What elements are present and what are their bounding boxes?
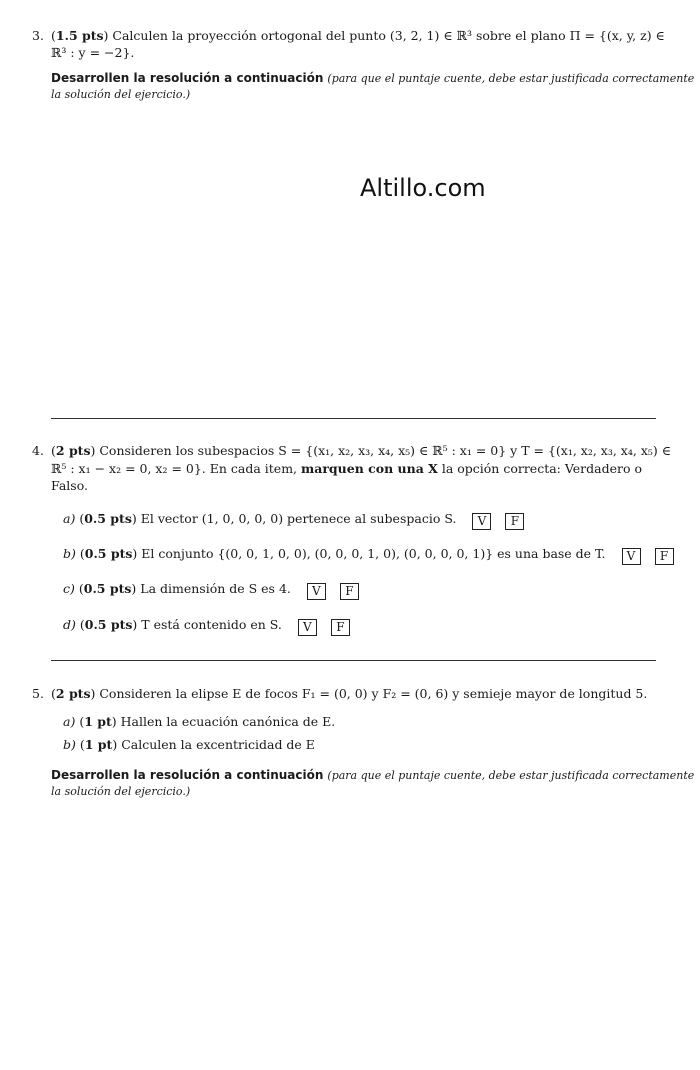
q5-item-b: b) (1 pt) Calculen la excentricidad de E (63, 737, 315, 752)
q3-text-line1: Calculen la proyección ortogonal del punto (3, 2, 1) ∈ ℝ³ sobre el plano Π = {(x, y, z) ∈ (112, 28, 665, 43)
q5-item-a: a) (1 pt) Hallen la ecuación canónica de E. (63, 714, 336, 729)
true-checkbox[interactable]: V (298, 619, 317, 636)
item-points: 0.5 pts (84, 617, 133, 632)
q4-item-b: b) (0.5 pts) El conjunto {(0, 0, 1, 0, 0), (0, 0, 0, 1, 0), (0, 0, 0, 0, 1)} es una base de T. V F (63, 546, 674, 565)
q3-number: 3. (32, 28, 44, 43)
item-points: 1 pt (84, 714, 112, 729)
q5-points: 2 pts (55, 686, 91, 701)
q4-statement-line1: (2 pts) Consideren los subespacios S = {(x₁, x₂, x₃, x₄, x₅) ∈ ℝ⁵ : x₁ = 0} y T = {(x₁, x₂, x₃, x₄, x₅) ∈ (51, 443, 671, 458)
false-checkbox[interactable]: F (331, 619, 350, 636)
q4-text-line2-bold: marquen con una X (301, 461, 438, 476)
item-points: 0.5 pts (84, 511, 132, 526)
item-points: 0.5 pts (83, 581, 132, 596)
q3-instruction-note: (para que el puntaje cuente, debe estar justificada correctamente (327, 72, 695, 85)
q4-statement-line2 (51, 461, 642, 477)
watermark: Altillo.com (360, 174, 486, 202)
item-text: El vector (1, 0, 0, 0, 0) pertenece al subespacio S. (140, 511, 457, 526)
q4-text-line2-post: la opción correcta: Verdadero o (437, 461, 642, 476)
q3-instruction-line2: la solución del ejercicio.) (51, 88, 191, 101)
q5-text-line1: Consideren la elipse E de focos F₁ = (0, 0) y F₂ = (0, 6) y semieje mayor de longitud 5. (99, 686, 648, 701)
false-checkbox[interactable]: F (655, 548, 674, 565)
item-text: Hallen la ecuación canónica de E. (120, 714, 336, 729)
q4-text-line3: Falso. (51, 478, 88, 493)
item-label: c) (63, 581, 75, 596)
q4-item-a: a) (0.5 pts) El vector (1, 0, 0, 0, 0) pertenece al subespacio S. V F (63, 511, 524, 530)
q5-statement-line1: (2 pts) Consideren la elipse E de focos F₁ = (0, 0) y F₂ = (0, 6) y semieje mayor de longitud 5. (51, 686, 648, 701)
true-checkbox[interactable]: V (622, 548, 641, 565)
item-text: Calculen la excentricidad de E (121, 737, 315, 752)
item-text: El conjunto {(0, 0, 1, 0, 0), (0, 0, 0, 1, 0), (0, 0, 0, 0, 1)} es una base de T. (141, 546, 606, 561)
item-points: 0.5 pts (84, 546, 133, 561)
q5-instruction-bold: Desarrollen la resolución a continuación (51, 768, 324, 782)
item-points: 1 pt (84, 737, 113, 752)
true-checkbox[interactable]: V (472, 513, 491, 530)
q4-text-line2-pre: ℝ⁵ : x₁ − x₂ = 0, x₂ = 0}. En cada item, (51, 461, 301, 476)
item-label: b) (63, 546, 76, 561)
item-label: a) (63, 714, 76, 729)
q3-instruction-bold: Desarrollen la resolución a continuación (51, 71, 324, 85)
q5-instruction-note: (para que el puntaje cuente, debe estar justificada correctamente (327, 769, 695, 782)
q5-instruction-line2: la solución del ejercicio.) (51, 785, 191, 798)
false-checkbox[interactable]: F (340, 583, 359, 600)
q4-text-line1: Consideren los subespacios S = {(x₁, x₂, x₃, x₄, x₅) ∈ ℝ⁵ : x₁ = 0} y T = {(x₁, x₂, x₃, x₄, x₅) ∈ (99, 443, 671, 458)
item-label: a) (63, 511, 76, 526)
q5-number: 5. (32, 686, 44, 701)
q3-instruction-line1 (51, 70, 694, 87)
q4-number: 4. (32, 443, 44, 458)
q3-statement-line1: (1.5 pts) Calculen la proyección ortogonal del punto (3, 2, 1) ∈ ℝ³ sobre el plano Π = {(x, y, z) ∈ (51, 28, 665, 43)
q5-instruction-line1 (51, 767, 694, 784)
q4-item-c: c) (0.5 pts) La dimensión de S es 4. V F (63, 581, 359, 600)
item-label: b) (63, 737, 76, 752)
q3-text-line2: ℝ³ : y = −2}. (51, 45, 135, 60)
item-label: d) (63, 617, 76, 632)
q4-points: 2 pts (55, 443, 91, 458)
item-text: La dimensión de S es 4. (140, 581, 291, 596)
false-checkbox[interactable]: F (505, 513, 524, 530)
divider-2 (51, 660, 656, 661)
item-text: T está contenido en S. (141, 617, 282, 632)
q4-item-d: d) (0.5 pts) T está contenido en S. V F (63, 617, 350, 636)
divider-1 (51, 418, 656, 419)
true-checkbox[interactable]: V (307, 583, 326, 600)
q3-points: 1.5 pts (55, 28, 104, 43)
